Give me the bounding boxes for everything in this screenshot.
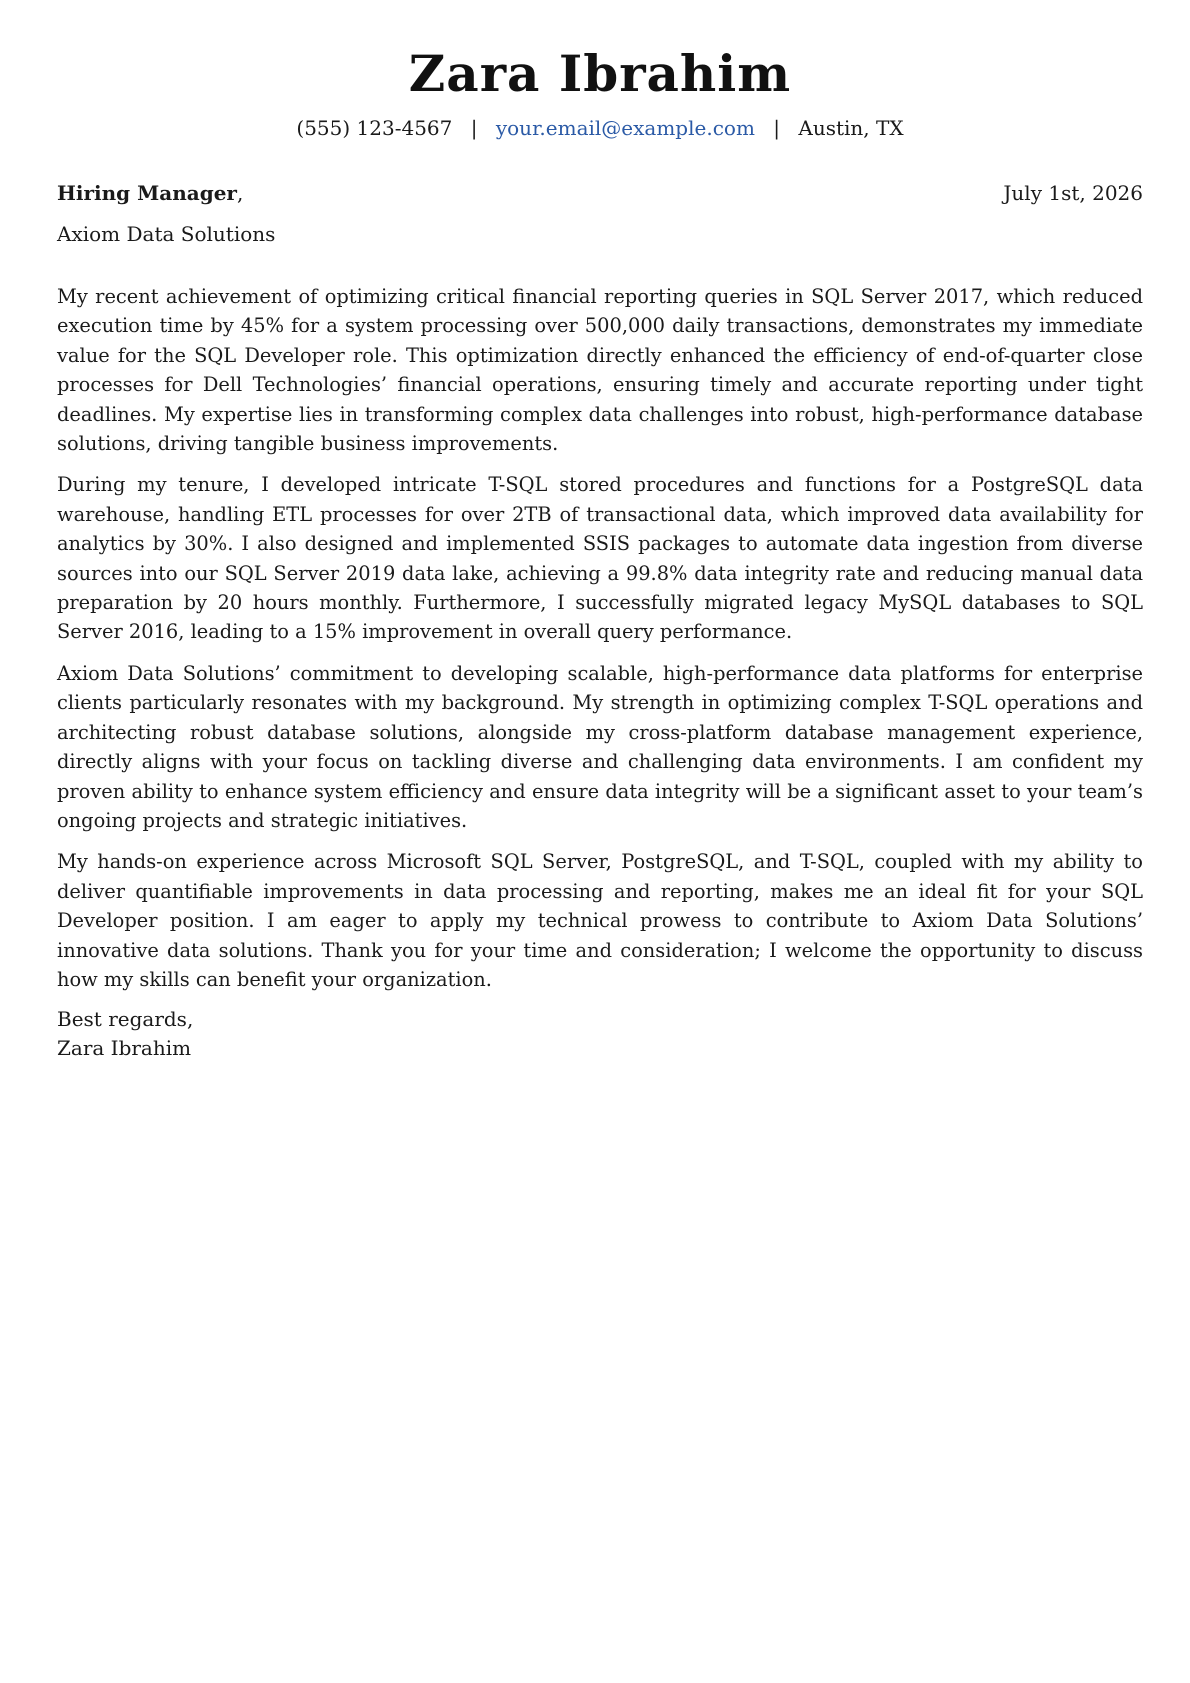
- letter-date: July 1st, 2026: [1003, 181, 1143, 205]
- body-paragraph: My hands-on experience across Microsoft SQL Server, PostgreSQL, and T-SQL, coupled with my ability to deliver quantifiable improvements in data processing and reporting, makes me an ideal fit for your SQL Developer position. I am eager to apply my technical prowess to contribute to Axiom Data Solutions’ innovative data solutions. Thank you for your time and consideration; I welcome the opportunity to discuss how my skills can benefit your organization.: [57, 850, 1143, 991]
- salutation: [57, 179, 243, 207]
- email-link[interactable]: your.email@example.com: [495, 116, 755, 140]
- body-paragraph: Axiom Data Solutions’ commitment to developing scalable, high-performance data platforms for enterprise clients particularly resonates with my background. My strength in optimizing complex T-SQL operations and architecting robust database solutions, alongside my cross-platform database management experience, directly aligns with your focus on tackling diverse and challenging data environments. I am confident my proven ability to enhance system efficiency and ensure data integrity will be a significant asset to your team’s ongoing projects and strategic initiatives.: [57, 661, 1143, 832]
- valediction: Best regards,: [57, 1007, 194, 1031]
- recipient-company: Axiom Data Solutions: [57, 222, 276, 246]
- phone-number: (555) 123-4567: [296, 116, 453, 140]
- letter-body: [57, 282, 1143, 1006]
- applicant-name: Zara Ibrahim: [408, 44, 792, 103]
- recipient-row: [57, 179, 1143, 207]
- recipient-name: Hiring Manager: [57, 181, 237, 205]
- body-paragraph: During my tenure, I developed intricate T-SQL stored procedures and functions for a PostgreSQL data warehouse, handling ETL processes for over 2TB of transactional data, which improved data availability for analytics by 30%. I also designed and implemented SSIS packages to automate data ingestion from diverse sources into our SQL Server 2019 data lake, achieving a 99.8% data integrity rate and reducing manual data preparation by 20 hours monthly. Furthermore, I successfully migrated legacy MySQL databases to SQL Server 2016, leading to a 15% improvement in overall query performance.: [57, 473, 1143, 644]
- body-paragraph: My recent achievement of optimizing critical financial reporting queries in SQL Server 2017, which reduced execution time by 45% for a system processing over 500,000 daily transactions, demonstrates my immediate value for the SQL Developer role. This optimization directly enhanced the efficiency of end-of-quarter close processes for Dell Technologies’ financial operations, ensuring timely and accurate reporting under tight deadlines. My expertise lies in transforming complex data challenges into robust, high-performance database solutions, driving tangible business improvements.: [57, 285, 1143, 456]
- salutation-comma: ,: [236, 181, 244, 205]
- contact-separator: |: [773, 116, 781, 140]
- location: Austin, TX: [798, 116, 904, 140]
- signature-name: Zara Ibrahim: [57, 1036, 192, 1060]
- contact-line: [57, 114, 1143, 142]
- closing-block: [57, 1005, 193, 1063]
- cover-letter-page: [57, 0, 1143, 1683]
- contact-separator: |: [470, 116, 478, 140]
